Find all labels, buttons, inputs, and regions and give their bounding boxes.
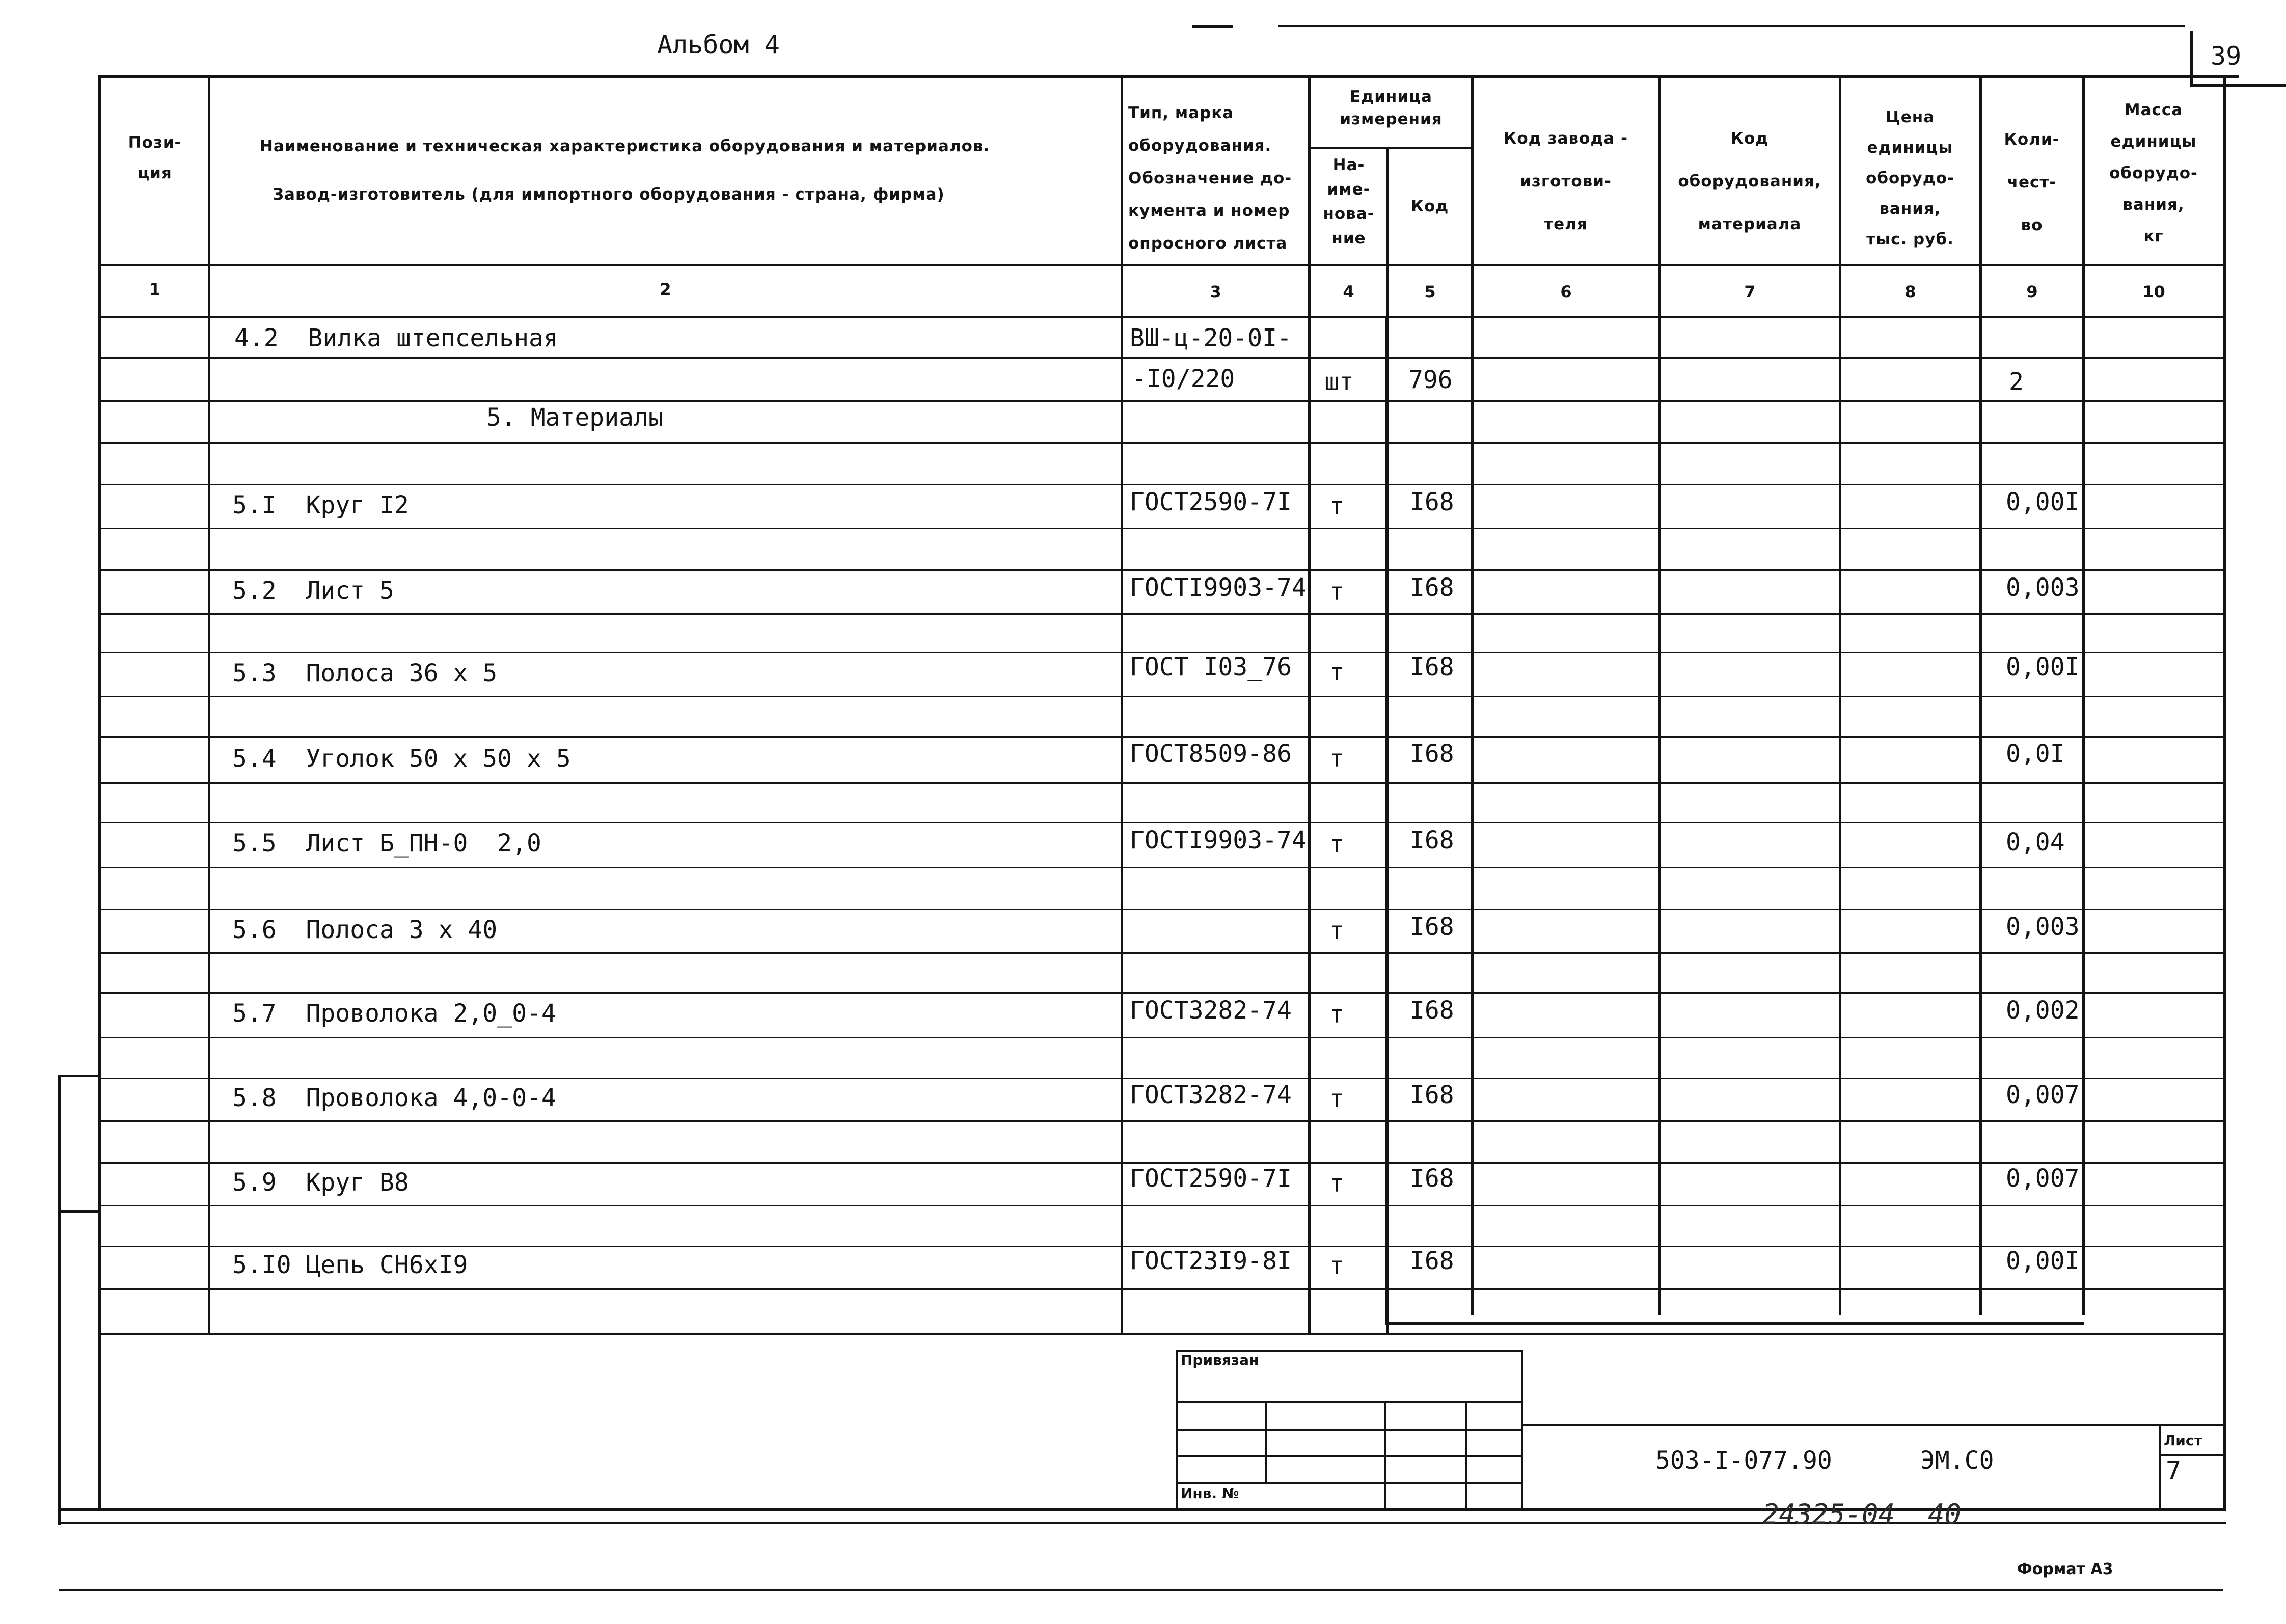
- row-unit: т: [1329, 577, 1344, 606]
- row-qty: 0,00I: [2006, 488, 2080, 516]
- page-number: 39: [2211, 41, 2242, 71]
- row-code: I68: [1410, 653, 1454, 681]
- row-doc: ГОСТ I03_76: [1130, 653, 1292, 681]
- row-doc: ГОСТ3282-74: [1130, 1081, 1292, 1109]
- stamp-col-1: [1265, 1401, 1267, 1482]
- row-code: I68: [1410, 573, 1454, 602]
- sheet-number: 7: [2166, 1456, 2182, 1485]
- row-unit: т: [1329, 830, 1344, 859]
- row-unit: т: [1329, 745, 1344, 773]
- row-name: 5.6 Полоса 3 х 40: [232, 916, 498, 944]
- row-unit: т: [1329, 1000, 1344, 1029]
- section-code: ЭМ.С0: [1920, 1446, 1994, 1475]
- row-name: 5.9 Круг В8: [232, 1168, 409, 1197]
- format-label: Формат А3: [2017, 1560, 2113, 1578]
- stamp-row-4: [1177, 1482, 1523, 1484]
- header-col9: Коли- чест- во: [2004, 130, 2060, 234]
- row-code: I68: [1410, 1081, 1454, 1109]
- colnum-1: 1: [149, 280, 161, 299]
- row-name: 5.I Круг I2: [232, 491, 409, 519]
- colnum-3: 3: [1210, 282, 1221, 301]
- colnum-2: 2: [660, 280, 671, 299]
- row-name: 5.2 Лист 5: [232, 576, 394, 605]
- row-code: I68: [1410, 826, 1454, 855]
- row-qty: 0,04: [2006, 828, 2065, 857]
- archive-number: 24325-04 40: [1762, 1498, 1962, 1530]
- row-qty: 0,002: [2006, 996, 2080, 1025]
- section-title: 5. Материалы: [486, 403, 663, 432]
- row-name: 5.5 Лист Б_ПН-0 2,0: [232, 829, 541, 858]
- colnum-9: 9: [2026, 282, 2038, 301]
- row-unit: т: [1329, 1085, 1344, 1113]
- row-qty: 0,0I: [2006, 739, 2065, 768]
- row-code: I68: [1410, 488, 1454, 516]
- colnum-5: 5: [1424, 282, 1436, 301]
- row-doc: ВШ-ц-20-0I-: [1130, 324, 1292, 352]
- stamp-row-2: [1177, 1429, 1523, 1431]
- colnum-4: 4: [1343, 282, 1354, 301]
- row-name: 5.4 Уголок 50 х 50 х 5: [232, 745, 571, 773]
- header-col10: Масса единицы оборудо- вания, кг: [2109, 101, 2198, 245]
- row-doc: ГОСТI9903-74: [1130, 573, 1307, 602]
- row-qty: 0,00I: [2006, 653, 2080, 681]
- stamp-col-3: [1465, 1401, 1467, 1508]
- colnum-6: 6: [1560, 282, 1572, 301]
- header-col6: Код завода - изготови- теля: [1504, 129, 1628, 233]
- colnum-8: 8: [1904, 282, 1916, 301]
- binding-strip-left: [58, 1075, 61, 1525]
- privyazan-label: Привязан: [1181, 1352, 1259, 1368]
- row-unit: т: [1329, 1169, 1344, 1198]
- header-unit-group: Единица измерения: [1340, 88, 1443, 128]
- row-code: 796: [1408, 366, 1453, 394]
- stamp-main-top: [1523, 1424, 2226, 1426]
- row-unit: т: [1329, 917, 1344, 945]
- row-doc: ГОСТ8509-86: [1130, 739, 1292, 768]
- row-doc: ГОСТ2590-7I: [1130, 1164, 1292, 1193]
- row-code: I68: [1410, 1247, 1454, 1275]
- stamp-row-1: [1177, 1401, 1523, 1403]
- row-name: 4.2 Вилка штепсельная: [234, 324, 558, 352]
- row-doc: ГОСТ2590-7I: [1130, 488, 1292, 516]
- row-code: I68: [1410, 913, 1454, 941]
- document-code: 503-I-077.90: [1655, 1446, 1832, 1475]
- row-qty: 0,007: [2006, 1081, 2080, 1109]
- row-qty: 0,003: [2006, 573, 2080, 602]
- colnum-7: 7: [1744, 282, 1756, 301]
- row-name: 5.I0 Цепь СН6хI9: [232, 1251, 468, 1279]
- stamp-row-3: [1177, 1455, 1523, 1457]
- row-code: I68: [1410, 996, 1454, 1025]
- binding-strip-top: [58, 1075, 101, 1077]
- header-col2: Наименование и техническая характеристика оборудования и материалов. Завод-изготовитель (для импортного оборудования - страна, фирма): [260, 137, 990, 204]
- row-name: 5.3 Полоса 36 х 5: [232, 659, 498, 687]
- row-name: 5.8 Проволока 4,0-0-4: [232, 1084, 556, 1112]
- bottom-rule: [59, 1589, 2223, 1591]
- stamp-col-2: [1384, 1401, 1386, 1508]
- row-doc: ГОСТI9903-74: [1130, 826, 1307, 855]
- row-qty: 0,003: [2006, 913, 2080, 941]
- row-unit: шт: [1324, 368, 1354, 396]
- row-doc: ГОСТ3282-74: [1130, 996, 1292, 1025]
- row-doc: ГОСТ23I9-8I: [1130, 1247, 1292, 1275]
- row-qty: 0,007: [2006, 1164, 2080, 1193]
- sheet-box-left: [2159, 1424, 2161, 1511]
- row-code: I68: [1410, 739, 1454, 768]
- row-unit: т: [1329, 492, 1344, 520]
- header-col3: Тип, марка оборудования. Обозначение до- кумента и номер опросного листа: [1128, 104, 1292, 253]
- album-label: Альбом 4: [657, 30, 780, 60]
- row-qty: 0,00I: [2006, 1247, 2080, 1275]
- colnum-10: 10: [2142, 282, 2165, 301]
- row-doc: -I0/220: [1132, 365, 1235, 393]
- header-col5: Код: [1410, 197, 1449, 215]
- row-code: I68: [1410, 1164, 1454, 1193]
- header-col4: На- име- нова- ние: [1323, 156, 1375, 247]
- header-col1: Пози- ция: [128, 133, 182, 182]
- row-qty: 2: [2009, 368, 2024, 396]
- row-unit: т: [1329, 1252, 1344, 1280]
- binding-strip-mid: [58, 1210, 101, 1213]
- header-col7: Код оборудования, материала: [1678, 129, 1821, 233]
- header-col8: Цена единицы оборудо- вания, тыс. руб.: [1866, 108, 1954, 249]
- sheet-label: Лист: [2164, 1432, 2202, 1449]
- inv-no-label: Инв. №: [1181, 1485, 1239, 1502]
- row-unit: т: [1329, 658, 1344, 686]
- row-name: 5.7 Проволока 2,0_0-4: [232, 999, 556, 1028]
